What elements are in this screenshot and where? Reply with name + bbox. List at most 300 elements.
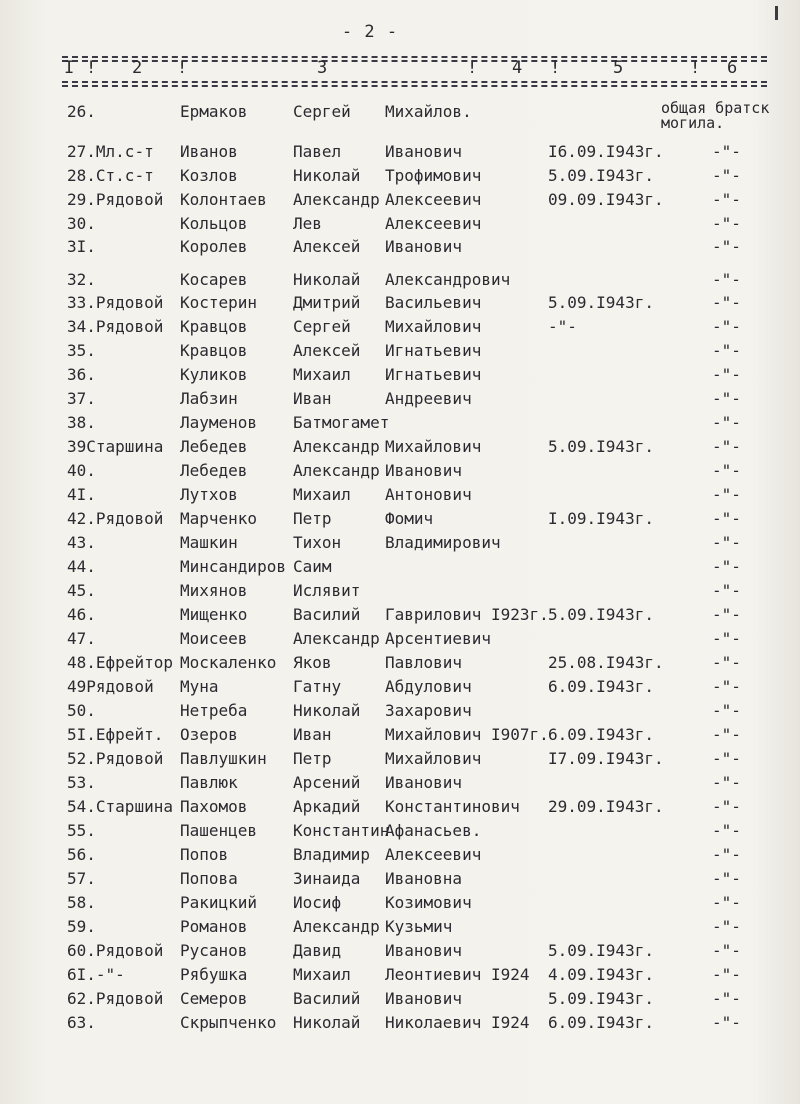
burial-ditto: -"-: [712, 989, 741, 1008]
surname: Пахомов: [180, 797, 248, 816]
roster-row: [0, 1013, 800, 1037]
rank: Рядовой: [86, 677, 154, 696]
first-name: Гатну: [293, 677, 342, 696]
patronymic: Михайлович: [385, 749, 482, 768]
rank: Ефрейтор: [95, 653, 173, 672]
number-rank-cell: [67, 317, 163, 336]
surname: Муна: [180, 677, 219, 696]
burial-ditto: -"-: [712, 461, 741, 480]
number-rank-cell: [67, 533, 96, 552]
surname: Кравцов: [180, 317, 248, 336]
rank: Рядовой: [95, 749, 164, 768]
row-number: 34.: [67, 317, 96, 336]
row-number: 49: [67, 677, 87, 696]
patronymic: Трофимович: [385, 166, 482, 185]
row-number: 29.: [67, 190, 96, 209]
number-rank-cell: [67, 797, 173, 816]
surname: Кольцов: [180, 214, 248, 233]
number-rank-cell: [67, 989, 163, 1008]
first-name: Иван: [293, 725, 332, 744]
roster-row: [0, 461, 800, 485]
date-of-death: 5.09.I943г.: [548, 437, 654, 456]
burial-ditto: -"-: [712, 270, 741, 289]
burial-ditto: -"-: [712, 941, 741, 960]
burial-ditto: -"-: [712, 341, 741, 360]
number-rank-cell: [67, 102, 96, 121]
surname: Козлов: [180, 166, 238, 185]
row-number: 44.: [67, 557, 96, 576]
patronymic: Арсентиевич: [385, 629, 491, 648]
roster-row: [0, 142, 800, 166]
burial-note-line: могила.: [661, 114, 725, 132]
column-separator: !: [467, 58, 478, 78]
surname: Семеров: [180, 989, 248, 1008]
date-of-death: I6.09.I943г.: [548, 142, 664, 161]
number-rank-cell: [67, 749, 163, 768]
roster-row: [0, 893, 800, 917]
surname: Лауменов: [180, 413, 258, 432]
number-rank-cell: [67, 293, 163, 312]
number-rank-cell: [67, 701, 96, 720]
number-rank-cell: [67, 413, 96, 432]
surname: Скрыпченко: [180, 1013, 277, 1032]
patronymic: Михайлович I907г.: [385, 725, 549, 744]
roster-row: [0, 749, 800, 773]
roster-row: [0, 99, 800, 126]
burial-note-line: общая братск: [661, 99, 770, 117]
date-of-death: I7.09.I943г.: [548, 749, 664, 768]
first-name: Алексей: [293, 341, 361, 360]
date-of-death: 5.09.I943г.: [548, 605, 654, 624]
surname: Михянов: [180, 581, 248, 600]
row-number: 56.: [67, 845, 96, 864]
row-number: 45.: [67, 581, 96, 600]
surname: Павлюк: [180, 773, 238, 792]
roster-row: [0, 533, 800, 557]
burial-ditto: -"-: [712, 821, 741, 840]
number-rank-cell: [67, 965, 125, 984]
burial-ditto: -"-: [712, 701, 741, 720]
patronymic: Алексеевич: [385, 190, 482, 209]
date-of-death: 5.09.I943г.: [548, 941, 654, 960]
number-rank-cell: [67, 893, 96, 912]
roster-row: [0, 190, 800, 214]
patronymic: Васильевич: [385, 293, 482, 312]
number-rank-cell: [67, 605, 96, 624]
roster-row: [0, 869, 800, 893]
number-rank-cell: [67, 773, 96, 792]
roster-row: [0, 270, 800, 294]
row-number: 4I.: [67, 485, 96, 504]
patronymic: Иванович: [385, 237, 463, 256]
row-number: 54.: [67, 797, 96, 816]
number-rank-cell: [67, 437, 163, 456]
roster-row: [0, 725, 800, 749]
roster-row: [0, 629, 800, 653]
roster-row: [0, 677, 800, 701]
burial-ditto: -"-: [712, 142, 741, 161]
burial-ditto: -"-: [712, 214, 741, 233]
surname: Костерин: [180, 293, 258, 312]
surname: Лебедев: [180, 461, 248, 480]
column-header: 3: [317, 58, 328, 78]
first-name: Павел: [293, 142, 342, 161]
row-number: 53.: [67, 773, 96, 792]
roster-row: [0, 941, 800, 965]
roster-row: [0, 821, 800, 845]
number-rank-cell: [67, 485, 96, 504]
rank: Ст.с-т: [95, 166, 154, 185]
burial-ditto: -"-: [712, 605, 741, 624]
patronymic: Андреевич: [385, 389, 472, 408]
row-number: 36.: [67, 365, 96, 384]
first-name: Николай: [293, 1013, 361, 1032]
column-separator: !: [177, 58, 188, 78]
row-number: 43.: [67, 533, 96, 552]
burial-ditto: -"-: [712, 965, 741, 984]
row-number: 59.: [67, 917, 96, 936]
number-rank-cell: [67, 237, 96, 256]
first-name: Василий: [293, 989, 361, 1008]
date-of-death: 25.08.I943г.: [548, 653, 664, 672]
first-name: Лев: [293, 214, 322, 233]
number-rank-cell: [67, 725, 163, 744]
date-of-death: I.09.I943г.: [548, 509, 654, 528]
surname: Мищенко: [180, 605, 248, 624]
first-name: Константин: [293, 821, 390, 840]
surname: Павлушкин: [180, 749, 267, 768]
column-separator: !: [550, 58, 561, 78]
roster-row: [0, 166, 800, 190]
burial-ditto: -"-: [712, 533, 741, 552]
row-number: 27.: [67, 142, 96, 161]
first-name: Иван: [293, 389, 332, 408]
number-rank-cell: [67, 214, 96, 233]
patronymic: Захарович: [385, 701, 472, 720]
date-of-death: 4.09.I943г.: [548, 965, 654, 984]
burial-ditto: -"-: [712, 237, 741, 256]
patronymic: Иванович: [385, 941, 463, 960]
roster-row: [0, 214, 800, 238]
first-name: Петр: [293, 749, 332, 768]
rank: Старшина: [86, 437, 164, 456]
row-number: 40.: [67, 461, 96, 480]
surname: Иванов: [180, 142, 238, 161]
burial-ditto: -"-: [712, 581, 741, 600]
column-separator: !: [86, 58, 97, 78]
roster-row: [0, 605, 800, 629]
patronymic: Владимирович: [385, 533, 501, 552]
patronymic: Козимович: [385, 893, 472, 912]
page-number: - 2 -: [341, 22, 399, 42]
roster-row: [0, 389, 800, 413]
row-number: 37.: [67, 389, 96, 408]
roster-row: [0, 797, 800, 821]
patronymic: Павлович: [385, 653, 463, 672]
burial-ditto: -"-: [712, 293, 741, 312]
column-header: 4: [512, 58, 523, 78]
burial-ditto: -"-: [712, 869, 741, 888]
burial-ditto: -"-: [712, 773, 741, 792]
roster-row: [0, 845, 800, 869]
patronymic: Николаевич I924: [385, 1013, 530, 1032]
burial-ditto: -"-: [712, 845, 741, 864]
number-rank-cell: [67, 341, 96, 360]
roster-row: [0, 293, 800, 317]
burial-ditto: -"-: [712, 413, 741, 432]
rank: Старшина: [95, 797, 173, 816]
date-of-death: 5.09.I943г.: [548, 989, 654, 1008]
surname: Нетреба: [180, 701, 248, 720]
number-rank-cell: [67, 461, 96, 480]
row-number: 39: [67, 437, 87, 456]
surname: Рябушка: [180, 965, 248, 984]
rank: Рядовой: [95, 989, 164, 1008]
number-rank-cell: [67, 142, 154, 161]
burial-ditto: -"-: [712, 893, 741, 912]
column-header: 2: [132, 58, 143, 78]
roster-row: [0, 701, 800, 725]
row-number: 33.: [67, 293, 96, 312]
number-rank-cell: [67, 677, 154, 696]
first-name: Ислявит: [293, 581, 361, 600]
first-name: Александр: [293, 629, 380, 648]
surname: Колонтаев: [180, 190, 267, 209]
date-of-death: 09.09.I943г.: [548, 190, 664, 209]
surname: Попов: [180, 845, 229, 864]
surname: Русанов: [180, 941, 248, 960]
first-name: Александр: [293, 190, 380, 209]
first-name: Яков: [293, 653, 332, 672]
burial-ditto: -"-: [712, 509, 741, 528]
burial-ditto: -"-: [712, 653, 741, 672]
first-name: Батмогамет: [293, 413, 390, 432]
patronymic: Иванович: [385, 989, 463, 1008]
surname: Моисеев: [180, 629, 248, 648]
rank: Рядовой: [95, 941, 164, 960]
row-number: 5I.: [67, 725, 96, 744]
first-name: Михаил: [293, 365, 351, 384]
first-name: Василий: [293, 605, 361, 624]
patronymic: Гаврилович I923г.: [385, 605, 549, 624]
surname: Попова: [180, 869, 238, 888]
first-name: Александр: [293, 917, 380, 936]
patronymic: Ивановна: [385, 869, 463, 888]
date-of-death: 29.09.I943г.: [548, 797, 664, 816]
rank: Мл.с-т: [95, 142, 154, 161]
column-header: 5: [613, 58, 624, 78]
patronymic: Афанасьев.: [385, 821, 482, 840]
row-number: 6I.: [67, 965, 96, 984]
surname: Королев: [180, 237, 248, 256]
row-number: 28.: [67, 166, 96, 185]
row-number: 46.: [67, 605, 96, 624]
burial-ditto: -"-: [712, 317, 741, 336]
roster-row: [0, 773, 800, 797]
row-number: 58.: [67, 893, 96, 912]
column-separator: !: [690, 58, 701, 78]
first-name: Михаил: [293, 485, 351, 504]
row-number: 32.: [67, 270, 96, 289]
number-rank-cell: [67, 821, 96, 840]
patronymic: Алексеевич: [385, 214, 482, 233]
roster-row: [0, 509, 800, 533]
rank: Рядовой: [95, 317, 164, 336]
burial-ditto: -"-: [712, 166, 741, 185]
patronymic: Иванович: [385, 461, 463, 480]
date-of-death: 6.09.I943г.: [548, 725, 654, 744]
roster-row: [0, 557, 800, 581]
surname: Ракицкий: [180, 893, 258, 912]
surname: Лебедев: [180, 437, 248, 456]
patronymic: Кузьмич: [385, 917, 453, 936]
surname: Озеров: [180, 725, 238, 744]
first-name: Сергей: [293, 102, 351, 121]
surname: Куликов: [180, 365, 248, 384]
row-number: 60.: [67, 941, 96, 960]
first-name: Николай: [293, 166, 361, 185]
patronymic: Михайлович: [385, 317, 482, 336]
roster-row: [0, 341, 800, 365]
surname: Лабзин: [180, 389, 238, 408]
surname: Марченко: [180, 509, 258, 528]
row-number: 30.: [67, 214, 96, 233]
rank: -"-: [95, 965, 125, 984]
number-rank-cell: [67, 869, 96, 888]
patronymic: Константинович: [385, 797, 520, 816]
surname: Минсандиров: [180, 557, 286, 576]
first-name: Владимир: [293, 845, 371, 864]
first-name: Давид: [293, 941, 342, 960]
rank: Ефрейт.: [95, 725, 164, 744]
number-rank-cell: [67, 270, 96, 289]
row-number: 50.: [67, 701, 96, 720]
patronymic: Михайлович: [385, 437, 482, 456]
row-number: 35.: [67, 341, 96, 360]
burial-ditto: -"-: [712, 389, 741, 408]
roster-row: [0, 965, 800, 989]
row-number: 62.: [67, 989, 96, 1008]
first-name: Иосиф: [293, 893, 342, 912]
burial-ditto: -"-: [712, 797, 741, 816]
number-rank-cell: [67, 1013, 96, 1032]
first-name: Алексей: [293, 237, 361, 256]
rank: Рядовой: [95, 293, 164, 312]
burial-ditto: -"-: [712, 437, 741, 456]
row-number: 55.: [67, 821, 96, 840]
patronymic: Антонович: [385, 485, 472, 504]
patronymic: Иванович: [385, 142, 463, 161]
roster-row: [0, 413, 800, 437]
first-name: Сергей: [293, 317, 351, 336]
date-of-death: -"-: [548, 317, 577, 336]
patronymic: Алексеевич: [385, 845, 482, 864]
number-rank-cell: [67, 941, 163, 960]
burial-ditto: -"-: [712, 749, 741, 768]
surname: Кравцов: [180, 341, 248, 360]
row-number: 63.: [67, 1013, 96, 1032]
number-rank-cell: [67, 557, 96, 576]
roster-row: [0, 581, 800, 605]
patronymic: Игнатьевич: [385, 341, 482, 360]
number-rank-cell: [67, 190, 163, 209]
surname: Романов: [180, 917, 248, 936]
date-of-death: 5.09.I943г.: [548, 293, 654, 312]
patronymic: Михайлов.: [385, 102, 472, 121]
patronymic: Леонтиевич I924: [385, 965, 530, 984]
roster-row: [0, 237, 800, 261]
number-rank-cell: [67, 629, 96, 648]
number-rank-cell: [67, 845, 96, 864]
surname: Машкин: [180, 533, 238, 552]
patronymic: Игнатьевич: [385, 365, 482, 384]
first-name: Тихон: [293, 533, 342, 552]
roster-row: [0, 437, 800, 461]
roster-row: [0, 989, 800, 1013]
burial-ditto: -"-: [712, 190, 741, 209]
patronymic: Иванович: [385, 773, 463, 792]
burial-ditto: -"-: [712, 917, 741, 936]
first-name: Зинаида: [293, 869, 361, 888]
date-of-death: 5.09.I943г.: [548, 166, 654, 185]
patronymic: Абдулович: [385, 677, 472, 696]
row-number: 3I.: [67, 237, 96, 256]
first-name: Михаил: [293, 965, 351, 984]
column-header: 6: [727, 58, 738, 78]
patronymic: Фомич: [385, 509, 434, 528]
rank: Рядовой: [95, 190, 164, 209]
number-rank-cell: [67, 917, 96, 936]
rank: Рядовой: [95, 509, 164, 528]
row-number: 47.: [67, 629, 96, 648]
first-name: Александр: [293, 461, 380, 480]
roster-row: [0, 485, 800, 509]
surname: Москаленко: [180, 653, 277, 672]
surname: Пашенцев: [180, 821, 258, 840]
date-of-death: 6.09.I943г.: [548, 1013, 654, 1032]
surname: Косарев: [180, 270, 248, 289]
first-name: Петр: [293, 509, 332, 528]
surname: Ермаков: [180, 102, 248, 121]
date-of-death: 6.09.I943г.: [548, 677, 654, 696]
roster-row: [0, 917, 800, 941]
number-rank-cell: [67, 365, 96, 384]
first-name: Саим: [293, 557, 332, 576]
burial-ditto: -"-: [712, 557, 741, 576]
row-number: 48.: [67, 653, 96, 672]
row-number: 57.: [67, 869, 96, 888]
first-name: Николай: [293, 270, 361, 289]
burial-ditto: -"-: [712, 485, 741, 504]
first-name: Александр: [293, 437, 380, 456]
first-name: Николай: [293, 701, 361, 720]
row-number: 52.: [67, 749, 96, 768]
first-name: Аркадий: [293, 797, 361, 816]
number-rank-cell: [67, 581, 96, 600]
row-number: 42.: [67, 509, 96, 528]
row-number: 26.: [67, 102, 96, 121]
number-rank-cell: [67, 389, 96, 408]
roster-row: [0, 317, 800, 341]
roster-row: [0, 365, 800, 389]
first-name: Арсений: [293, 773, 361, 792]
roster-row: [0, 653, 800, 677]
number-rank-cell: [67, 509, 163, 528]
surname: Лутхов: [180, 485, 238, 504]
column-header: I: [64, 58, 75, 78]
row-number: 38.: [67, 413, 96, 432]
burial-ditto: -"-: [712, 1013, 741, 1032]
